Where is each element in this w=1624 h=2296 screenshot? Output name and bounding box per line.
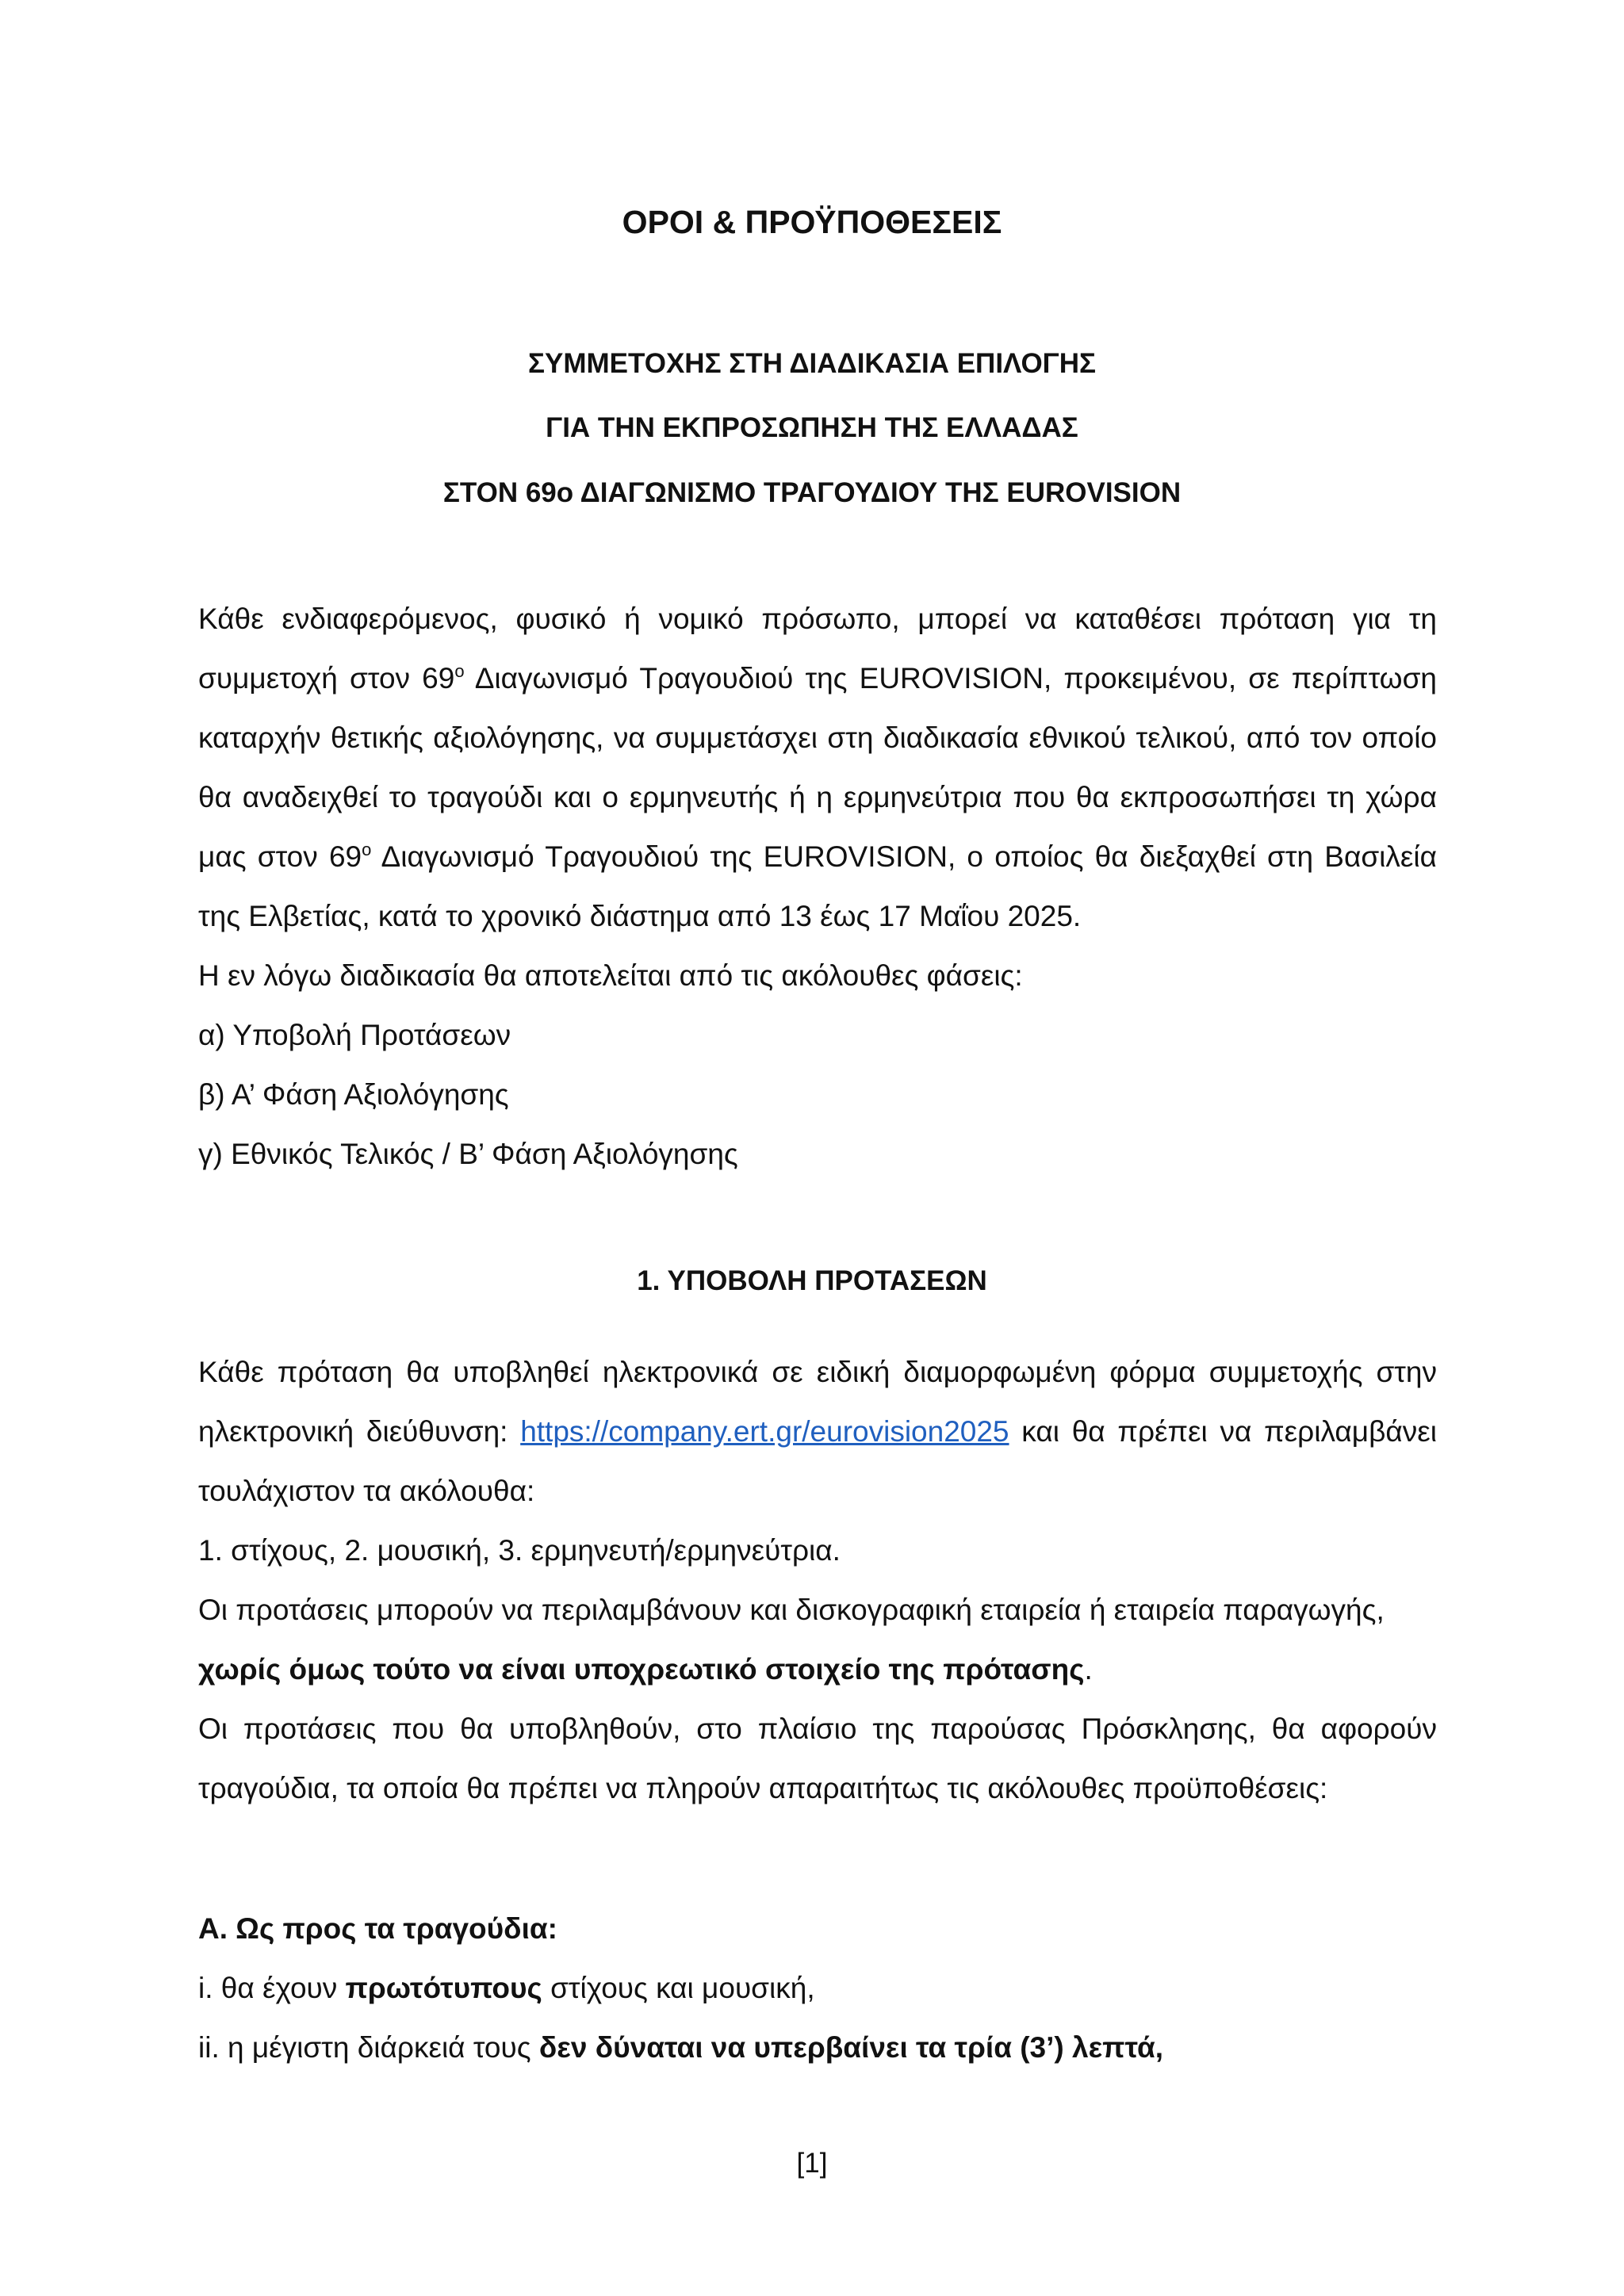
eurovision-form-link[interactable]: https://company.ert.gr/eurovision2025 [520,1415,1009,1448]
section-1-body [198,1342,1437,1818]
requirements-line: 1. στίχους, 2. μουσική, 3. ερμηνευτή/ερμηνεύτρια. [198,1534,841,1567]
phase-item: γ) Εθνικός Τελικός / Β’ Φάση Αξιολόγησης [198,1138,738,1170]
subtitle-line-2: ΓΙΑ ΤΗΝ ΕΚΠΡΟΣΩΠΗΣΗ ΤΗΣ ΕΛΛΑΔΑΣ [546,412,1078,443]
ordinal-superscript: ο [454,661,465,681]
requirement-item: ii. η μέγιστη διάρκειά τους δεν δύναται να υπερβαίνει τα τρία (3’) λεπτά, [198,2031,1163,2064]
section-1-heading: 1. ΥΠΟΒΟΛΗ ΠΡΟΤΑΣΕΩΝ [637,1265,987,1296]
intro-paragraph: Κάθε ενδιαφερόμενος, φυσικό ή νομικό πρόσωπο, μπορεί να καταθέσει πρόταση για τη συμμετοχή στον $69^o$ Διαγωνισμό Τραγουδιού της EUROVISION, προκειμένου, σε περίπτωση καταρχήν θετικής αξιολόγησης, να συμμετάσχει στη διαδικασία εθνικού τελικού, από τον οποίο θα αναδειχθεί το τραγούδι και ο ερμηνευτής ή η ερμηνεύτρια που θα εκπροσωπήσει τη χώρα μας στον $69^o$ Διαγωνισμό Τραγουδιού της EUROVISION, ο οποίος θα διεξαχθεί στη Βασιλεία της Ελβετίας, κατά το χρονικό διάστημα από 13 έως 17 Μαΐου 2025. [198,603,1437,932]
optional-note: χωρίς όμως τούτο να είναι υποχρεωτικό στοιχείο της πρότασης [198,1653,1085,1686]
subtitle-line-3: ΣΤΟΝ 69ο ΔΙΑΓΩΝΙΣΜΟ ΤΡΑΓΟΥΔΙΟΥ ΤΗΣ EUROVISION [442,477,1182,508]
subtitle-line-1: ΣΥΜΜΕΤΟΧΗΣ ΣΤΗ ΔΙΑΔΙΚΑΣΙΑ ΕΠΙΛΟΓΗΣ [527,348,1096,379]
phase-item: β) Α’ Φάση Αξιολόγησης [198,1078,509,1111]
subsection-a-heading: Α. Ως προς τα τραγούδια: [198,1912,557,1945]
requirement-item: i. θα έχουν πρωτότυπους στίχους και μουσική, [198,1972,815,2004]
phase-item: α) Υποβολή Προτάσεων [198,1019,511,1051]
page-number: [1] [796,2148,828,2179]
conditions-paragraph: Οι προτάσεις που θα υποβληθούν, στο πλαίσιο της παρούσας Πρόσκλησης, θα αφορούν τραγούδια, τα οποία θα πρέπει να πληρούν απαραιτήτως τις ακόλουθες προϋποθέσεις: [198,1712,1437,1804]
submission-paragraph: Κάθε πρόταση θα υποβληθεί ηλεκτρονικά σε ειδική διαμορφωμένη φόρμα συμμετοχής στην ηλεκτρονική διεύθυνση: https://company.ert.gr/eurovision2025 και θα πρέπει να περιλαμβάνει τουλάχιστον τα ακόλουθα: [198,1356,1437,1507]
phases-intro: Η εν λόγω διαδικασία θα αποτελείται από τις ακόλουθες φάσεις: [198,959,1023,992]
subsection-a [198,1899,1437,2077]
label-paragraph: Οι προτάσεις μπορούν να περιλαμβάνουν και δισκογραφική εταιρεία ή εταιρεία παραγωγής, χωρίς όμως τούτο να είναι υποχρεωτικό στοιχείο της πρότασης. [198,1594,1385,1686]
document-title: ΟΡΟΙ & ΠΡΟΫΠΟΘΕΣΕΙΣ [622,204,1002,240]
ordinal-superscript: ο [362,840,372,859]
intro-section [198,589,1437,1184]
